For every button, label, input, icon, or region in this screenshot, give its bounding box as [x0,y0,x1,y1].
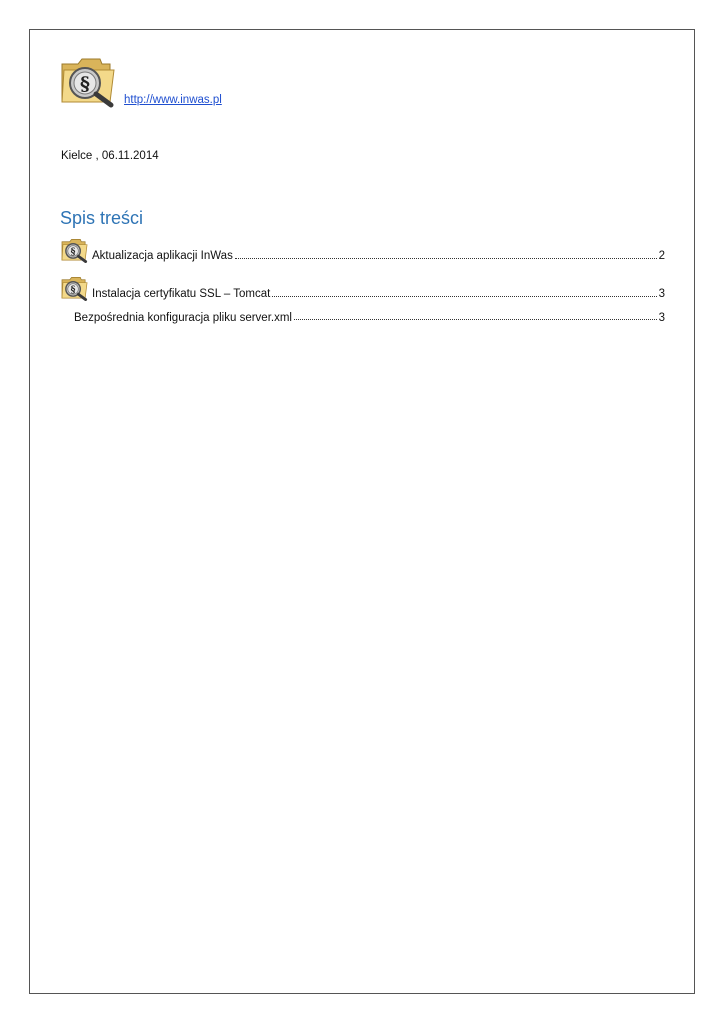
folder-section-magnifier-icon [60,52,118,108]
toc-entry-page: 2 [658,250,665,262]
svg-text:§: § [70,284,76,296]
page-border [29,29,695,994]
toc-subentry[interactable] [74,312,665,324]
toc-entry[interactable] [61,236,665,263]
folder-section-magnifier-icon [61,236,89,263]
toc-entry[interactable] [61,274,665,301]
dot-leader [294,319,657,320]
folder-section-magnifier-icon [61,274,89,301]
toc-entry-page: 3 [658,288,665,300]
dot-leader [235,258,657,259]
dot-leader [272,296,656,297]
toc-entry-title: Aktualizacja aplikacji InWas [92,250,233,262]
svg-text:§: § [80,73,90,95]
website-link[interactable]: http://www.inwas.pl [124,94,222,106]
toc-entry-title: Instalacja certyfikatu SSL – Tomcat [92,288,271,300]
toc-entry-title: Bezpośrednia konfiguracja pliku server.xml [74,312,292,324]
svg-text:§: § [70,246,76,258]
toc-entry-page: 3 [658,312,665,324]
toc-heading: Spis treści [60,208,144,228]
place-date: Kielce , 06.11.2014 [61,150,159,162]
